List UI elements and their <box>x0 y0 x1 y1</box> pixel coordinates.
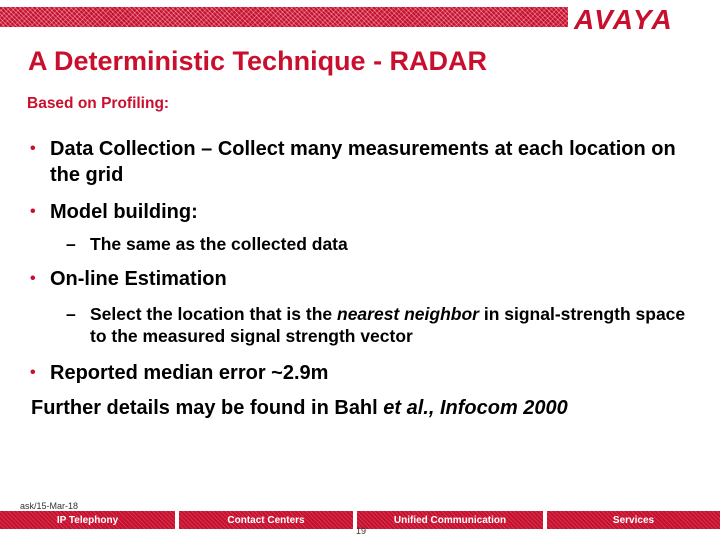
further-details: Further details may be found in Bahl et al., Infocom 2000 <box>31 397 568 419</box>
bullet-model-building <box>30 199 690 225</box>
footer-section-contact-centers: Contact Centers <box>179 511 353 529</box>
subbullet-nearest-neighbor <box>66 303 691 347</box>
subbullet-same-data <box>66 233 686 255</box>
dash-icon: – <box>66 304 76 324</box>
footer-note: ask/15-Mar-18 <box>20 501 79 511</box>
footer-section-ip-telephony: IP Telephony <box>0 511 175 529</box>
bullet-text: Model building: <box>50 201 198 223</box>
bullet-icon: • <box>30 270 36 287</box>
bullet-icon: • <box>30 203 36 220</box>
bullet-text: Reported median error ~2.9m <box>50 362 329 384</box>
bullet-text: On-line Estimation <box>50 268 227 290</box>
bullet-icon: • <box>30 140 36 157</box>
bullet-icon: • <box>30 364 36 381</box>
slide-subtitle: Based on Profiling: <box>27 95 170 112</box>
bullet-text: Data Collection – Collect many measurements at each location on the grid <box>50 138 676 186</box>
page-number: 19 <box>356 526 367 536</box>
citation-emphasis: et al., Infocom 2000 <box>383 397 568 419</box>
bullet-online-estimation <box>30 266 690 292</box>
subbullet-text: Select the location that is the nearest neighbor in signal-strength space to the measured signal strength vector <box>90 304 686 346</box>
bullet-median-error <box>30 360 690 386</box>
footer-section-services: Services <box>547 511 720 529</box>
subbullet-text: The same as the collected data <box>90 234 348 254</box>
header-pattern-bar <box>0 7 568 27</box>
footer-section-unified-communication: Unified Communication <box>357 511 543 529</box>
nearest-neighbor-emphasis: nearest neighbor <box>337 304 479 324</box>
bullet-data-collection <box>30 136 690 188</box>
dash-icon: – <box>66 234 76 254</box>
avaya-logo: AVAYA <box>574 4 674 35</box>
slide-title: A Deterministic Technique - RADAR <box>28 46 488 76</box>
